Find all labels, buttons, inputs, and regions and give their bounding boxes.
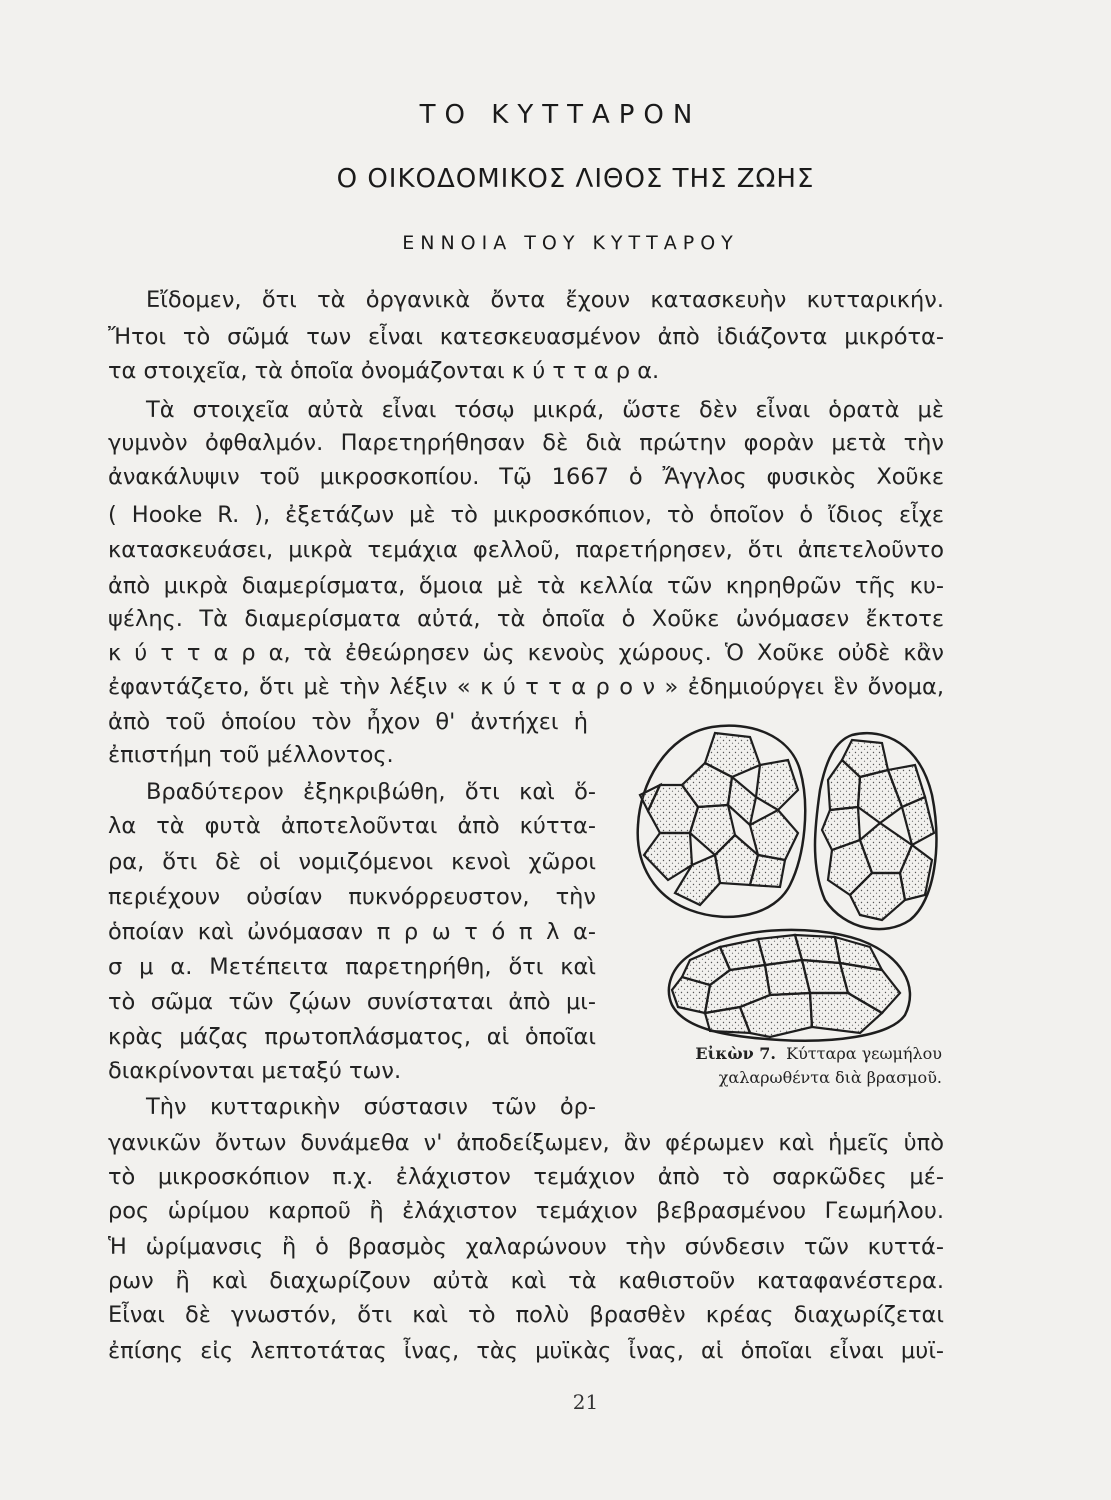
text-line: γυμνὸν ὀφθαλμόν. Παρετηρήθησαν δὲ διὰ πρώτην φορὰν μετὰ τὴν [108, 430, 944, 456]
cell-cluster-bottom [669, 930, 910, 1041]
text-line: Τὴν κυτταρικὴν σύστασιν τῶν ὀρ- [146, 1094, 596, 1120]
text-line: ἀπὸ τοῦ ὁποίου τὸν ἦχον θ' ἀντήχει ἡ [108, 709, 588, 735]
text-line: ( Hooke R. ), ἐξετάζων μὲ τὸ μικροσκόπιον, τὸ ὁποῖον ὁ ἴδιος εἶχε [108, 502, 944, 528]
text-line: ἐπίσης εἰς λεπτοτάτας ἶνας, τὰς μυϊκὰς ἶνας, αἱ ὁποῖαι εἶναι μυϊ- [108, 1338, 944, 1364]
text-line: περιέχουν οὐσίαν πυκνόρρευστον, τὴν [108, 884, 596, 910]
potato-cells-illustration [620, 715, 950, 1045]
text-line: Ἡ ὡρίμανσις ἢ ὁ βρασμὸς χαλαρώνουν τὴν σύνδεσιν τῶν κυττά- [108, 1234, 944, 1260]
text-line: ρων ἢ καὶ διαχωρίζουν αὐτὰ καὶ τὰ καθιστοῦν καταφανέστερα. [108, 1268, 944, 1294]
figure-caption-line1: Κύτταρα γεωμήλου [786, 1044, 942, 1063]
text-line: κ ύ τ τ α ρ α, τὰ ἐθεώρησεν ὡς κενοὺς χώρους. Ὁ Χοῦκε οὐδὲ κἂν [108, 640, 944, 666]
figure-caption-line2: χαλαρωθέντα διὰ βρασμοῦ. [718, 1068, 942, 1087]
text-line: διακρίνονται μεταξύ των. [108, 1058, 402, 1084]
text-line: γανικῶν ὄντων δυνάμεθα ν' ἀποδείξωμεν, ἂν φέρωμεν καὶ ἡμεῖς ὑπὸ [108, 1130, 944, 1156]
page-number: 21 [572, 1390, 599, 1414]
text-line: ἀπὸ μικρὰ διαμερίσματα, ὅμοια μὲ τὰ κελλία τῶν κηρηθρῶν τῆς κυ- [108, 573, 944, 599]
cell-cluster-left [638, 726, 805, 917]
text-line: λα τὰ φυτὰ ἀποτελοῦνται ἀπὸ κύττα- [108, 813, 596, 839]
cell-cluster-right [815, 733, 936, 929]
text-line: ψέλης. Τὰ διαμερίσματα αὐτά, τὰ ὁποῖα ὁ Χοῦκε ὠνόμασεν ἔκτοτε [108, 606, 944, 632]
text-line: ἀνακάλυψιν τοῦ μικροσκοπίου. Τῷ 1667 ὁ Ἄγγλος φυσικὸς Χοῦκε [108, 464, 944, 490]
chapter-title: ΤΟ ΚΥΤΤΑΡΟΝ [419, 100, 702, 130]
section-heading: ΕΝΝΟΙΑ ΤΟΥ ΚΥΤΤΑΡΟΥ [402, 232, 739, 254]
text-line: Εἶναι δὲ γνωστόν, ὅτι καὶ τὸ πολὺ βρασθὲν κρέας διαχωρίζεται [108, 1302, 944, 1328]
text-line: ἐφαντάζετο, ὅτι μὲ τὴν λέξιν « κ ύ τ τ α ρ ο ν » ἐδημιούργει ἓν ὄνομα, [108, 674, 944, 700]
text-line: ὁποίαν καὶ ὠνόμασαν π ρ ω τ ό π λ α- [108, 919, 596, 945]
figure-label: Εἰκὼν 7. [695, 1044, 776, 1063]
text-line: κρὰς μάζας πρωτοπλάσματος, αἱ ὁποῖαι [108, 1024, 596, 1050]
text-line: Βραδύτερον ἐξηκριβώθη, ὅτι καὶ ὅ- [146, 779, 596, 805]
text-line: Τὰ στοιχεῖα αὐτὰ εἶναι τόσῳ μικρά, ὥστε δὲν εἶναι ὁρατὰ μὲ [146, 397, 944, 423]
text-line: τὸ σῶμα τῶν ζῴων συνίσταται ἀπὸ μι- [108, 989, 596, 1015]
text-line: τὸ μικροσκόπιον π.χ. ἐλάχιστον τεμάχιον ἀπὸ τὸ σαρκῶδες μέ- [108, 1164, 944, 1190]
figure-caption [600, 1042, 950, 1090]
text-line: ρα, ὅτι δὲ οἱ νομιζόμενοι κενοὶ χῶροι [108, 849, 596, 875]
text-line: Ἤτοι τὸ σῶμά των εἶναι κατεσκευασμένον ἀπὸ ἰδιάζοντα μικρότα- [108, 324, 944, 350]
text-line: σ μ α. Μετέπειτα παρετηρήθη, ὅτι καὶ [108, 954, 596, 980]
text-line: κατασκευάσει, μικρὰ τεμάχια φελλοῦ, παρετήρησεν, ὅτι ἀπετελοῦντο [108, 537, 944, 563]
text-line: ἐπιστήμη τοῦ μέλλοντος. [108, 742, 394, 768]
chapter-subtitle: Ο ΟΙΚΟΔΟΜΙΚΟΣ ΛΙΘΟΣ ΤΗΣ ΖΩΗΣ [336, 164, 815, 194]
text-line: ρος ὡρίμου καρποῦ ἢ ἐλάχιστον τεμάχιον βεβρασμένου Γεωμήλου. [108, 1198, 944, 1224]
text-line: Εἴδομεν, ὅτι τὰ ὀργανικὰ ὄντα ἔχουν κατασκευὴν κυτταρικήν. [146, 287, 944, 313]
text-line: τα στοιχεῖα, τὰ ὁποῖα ὀνομάζονται κ ύ τ τ α ρ α. [108, 358, 660, 384]
